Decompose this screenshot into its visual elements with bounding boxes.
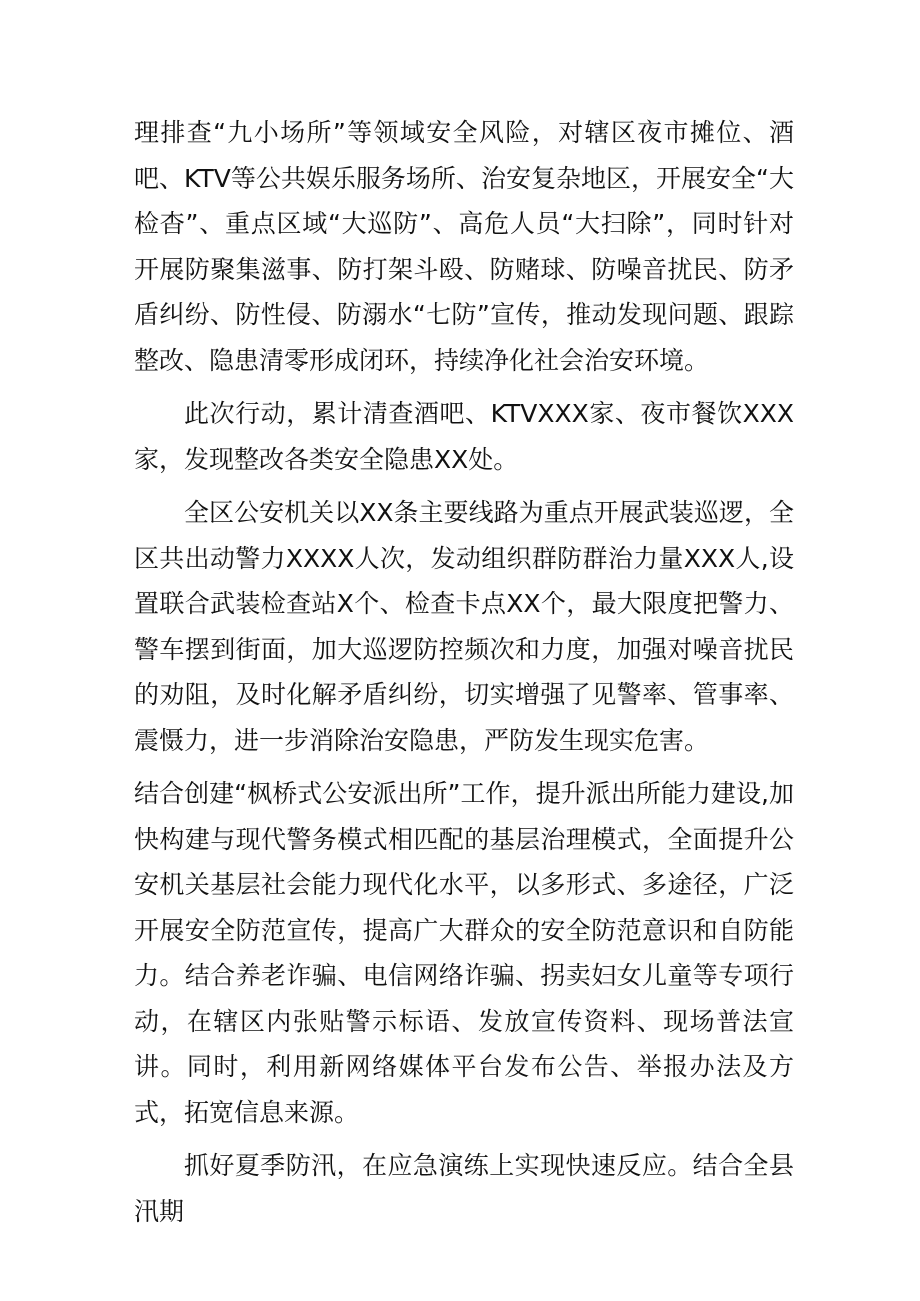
paragraph-2: 此次行动，累计清查酒吧、KTVXXX家、夜市餐饮XXX家，发现整改各类安全隐患XX处。 [134,399,794,474]
paragraph-3: 全区公安机关以XX条主要线路为重点开展武装巡逻，全区共出动警力XXXX人次，发动组织群防群治力量XXX人,设置联合武装检查站X个、检查卡点XX个，最大限度把警力、警车摆到街面，加大巡逻防控频次和力度，加强对噪音扰民的劝阻，及时化解矛盾纠纷，切实增强了见警率、管事率、震慑力，进一步消除治安隐患，严防发生现实危害。 [134,498,794,755]
paragraph-4: 结合创建“枫桥式公安派出所”工作，提升派出所能力建设,加快构建与现代警务模式相匹配的基层治理模式，全面提升公安机关基层社会能力现代化水平，以多形式、多途径，广泛开展安全防范宣传，提高广大群众的安全防范意识和自防能力。结合养老诈骗、电信网络诈骗、拐卖妇女儿童等专项行动，在辖区内张贴警示标语、发放宣传资料、现场普法宣讲。同时，利用新网络媒体平台发布公告、举报办法及方式，拓宽信息来源。 [134,779,794,1127]
paragraph-5: 抓好夏季防汛，在应急演练上实现快速反应。结合全县汛期 [134,1151,794,1226]
paragraph-1: 理排查“九小场所”等领域安全风险，对辖区夜市摊位、酒吧、KTV等公共娱乐服务场所、治安复杂地区，开展安全“大检杳”、重点区域“大巡防”、高危人员“大扫除”，同时针对开展防聚集滋事、防打架斗殴、防赌球、防噪音扰民、防矛盾纠纷、防性侵、防溺水“七防”宣传，推动发现问题、跟踪整改、隐患清零形成闭环，持续净化社会治安环境。 [134,118,794,375]
document-body [134,110,794,1242]
